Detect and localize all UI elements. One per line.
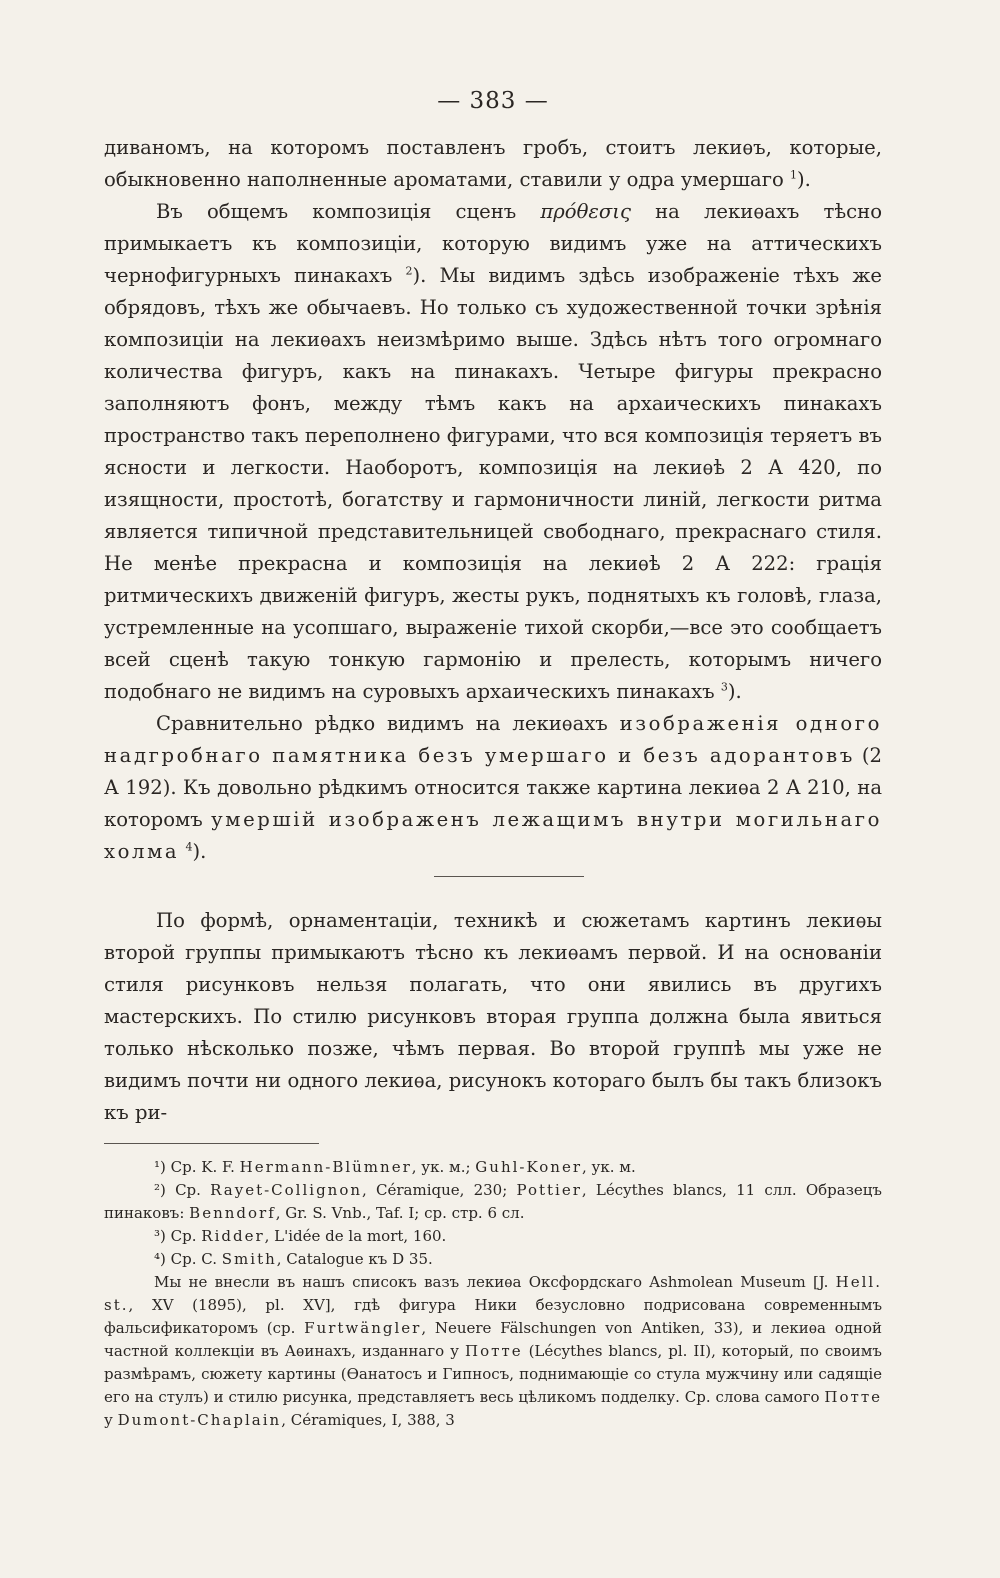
footnote-1-text-b: , ук. м.; (411, 1158, 471, 1176)
footnote-5-text-c: , Neuere Fälschungen von Antiken, 33), и лекиѳа одной частной коллекціи въ Аѳинахъ, изданнаго у (104, 1319, 882, 1360)
author-name: Ridder (201, 1227, 265, 1245)
footnote-2-text-a: Ср. (175, 1181, 201, 1199)
paragraph-1-end: ). (797, 168, 811, 191)
footnote-ref-3[interactable]: 3 (720, 680, 728, 694)
author-name: Dumont-Chaplain (117, 1411, 282, 1429)
author-name: Benndorf (189, 1204, 276, 1222)
footnote-2-text-d: , Gr. S. Vnb., Taf. I; ср. стр. 6 сл. (275, 1204, 525, 1222)
paragraph-2-text-a: Въ общемъ композиція сценъ (156, 200, 517, 223)
journal-name: Hell. st. (104, 1273, 882, 1314)
paragraph-2-text-c: ). Мы видимъ здѣсь изображеніе тѣхъ же обрядовъ, тѣхъ же обычаевъ. Но только съ художественной точки зрѣнія композиціи на лекиѳахъ неизмѣримо выше. Здѣсь нѣтъ того огромнаго количества фигуръ, какъ на пинакахъ. Четыре фигуры прекрасно заполняютъ фонъ, между тѣмъ какъ на архаическихъ пинакахъ пространство такъ переполнено фигурами, что вся композиція теряетъ въ ясности и легкости. Наоборотъ, композиція на лекиѳѣ 2 А 420, по изящности, простотѣ, богатству и гармоничности линій, легкости ритма является типичной представительницей свободнаго, прекраснаго стиля. Не менѣе прекрасна и композиція на лекиѳѣ 2 А 222: грація ритмическихъ движеній фигуръ, жесты рукъ, поднятыхъ къ головѣ, глаза, устремленные на усопшаго, выраженіе тихой скорби,—все это сообщаетъ всей сценѣ такую тонкую гармонію и прелесть, которымъ ничего подобнаго не видимъ на суровыхъ архаическихъ пинакахъ (104, 264, 882, 703)
footnote-5-text-e: у (104, 1411, 113, 1429)
paragraph-2-end: ). (727, 680, 742, 703)
footnote-4-mark: ⁴) (154, 1250, 166, 1268)
author-name: Smith (221, 1250, 277, 1268)
page-number: — 383 — (437, 88, 549, 114)
footnote-ref-2[interactable]: 2 (405, 264, 413, 278)
paragraph-1 (104, 132, 882, 196)
greek-term: πρόθεσις (540, 200, 631, 223)
paragraph-1-text: диваномъ, на которомъ поставленъ гробъ, стоитъ лекиѳъ, которые, обыкновенно наполненные ароматами, ставили у одра умершаго (104, 136, 882, 191)
footnote-5-text-a: Мы не внесли въ нашъ списокъ вазъ лекиѳа Оксфордскаго Ashmolean Museum [J. (154, 1273, 829, 1291)
footnote-2-text-c: , Lécythes blancs, 11 слл. Образецъ пинаковъ: (104, 1181, 882, 1222)
footnote-ref-4[interactable]: 4 (185, 840, 193, 854)
author-name: Потте (465, 1342, 523, 1360)
author-name: Pottier (516, 1181, 582, 1199)
footnote-5-text-f: , Céramiques, I, 388, 3 (281, 1411, 455, 1429)
paragraph-2 (104, 196, 882, 708)
author-name: Hermann-Blümner (239, 1158, 412, 1176)
footnote-1-text-a: Ср. K. F. (170, 1158, 235, 1176)
footnote-5-text-d: (Lécythes blancs, pl. II), который, по своимъ размѣрамъ, сюжету картины (Ѳанатосъ и Гипносъ, поднимающіе со стула мужчину или садящіе его на стулъ) и стилю рисунка, представляетъ весь цѣликомъ подделку. Ср. слова самого (104, 1342, 882, 1406)
paragraph-3-end: ). (192, 840, 207, 863)
paragraph-3 (104, 708, 882, 868)
footnote-4 (104, 1248, 882, 1271)
footnote-4-text-a: Ср. C. (170, 1250, 217, 1268)
footnote-2-mark: ²) (154, 1181, 166, 1199)
footnote-ref-1[interactable]: 1 (790, 168, 798, 182)
paragraph-3-text-b: (2 А 192). Къ довольно рѣдкимъ относится также картина лекиѳа 2 А 210, на которомъ (104, 744, 882, 831)
paragraph-2-text-b: на лекиѳахъ тѣсно примыкаетъ къ композиціи, которую видимъ уже на аттическихъ чернофигурныхъ пинакахъ (104, 200, 882, 287)
footnote-3-text-a: Ср. (170, 1227, 197, 1245)
main-text (104, 132, 882, 1129)
footnote-5 (104, 1271, 882, 1432)
author-name: Furtwängler (304, 1319, 422, 1337)
paragraph-4: По формѣ, орнаментаціи, техникѣ и сюжетамъ картинъ лекиѳы второй группы примыкаютъ тѣсно къ лекиѳамъ первой. И на основаніи стиля рисунковъ нельзя полагать, что они явились въ другихъ мастерскихъ. По стилю рисунковъ вторая группа должна была явиться только нѣсколько позже, чѣмъ первая. Во второй группѣ мы уже не видимъ почти ни одного лекиѳа, рисунокъ котораго былъ бы такъ близокъ къ ри- (104, 909, 882, 1124)
paragraph-3-text-a: Сравнительно рѣдко видимъ на лекиѳахъ (156, 712, 608, 735)
author-name: Потте (824, 1388, 882, 1406)
footnotes (104, 1156, 882, 1432)
footnote-2 (104, 1179, 882, 1225)
footnote-5-text-b: , XV (1895), pl. XV], гдѣ фигура Ники безусловно подрисована современнымъ фальсификаторомъ (ср. (104, 1296, 882, 1337)
spaced-emphasis-2: умершій изображенъ лежащимъ внутри могильнаго холма (104, 808, 882, 863)
footnote-3-text-b: , L'idée de la mort, 160. (264, 1227, 447, 1245)
footnote-divider (104, 1143, 319, 1144)
footnote-2-text-b: , Céramique, 230; (362, 1181, 508, 1199)
spaced-emphasis-1: изображенія одного надгробнаго памятника безъ умершаго и безъ адорантовъ (104, 712, 882, 767)
footnote-1-text-c: , ук. м. (582, 1158, 636, 1176)
footnote-3 (104, 1225, 882, 1248)
footnote-4-text-b: , Catalogue къ D 35. (276, 1250, 433, 1268)
footnote-3-mark: ³) (154, 1227, 166, 1245)
section-divider (434, 876, 584, 877)
author-name: Rayet-Collignon (210, 1181, 363, 1199)
author-name: Guhl-Koner (475, 1158, 583, 1176)
footnote-1 (104, 1156, 882, 1179)
footnote-1-mark: ¹) (154, 1158, 166, 1176)
